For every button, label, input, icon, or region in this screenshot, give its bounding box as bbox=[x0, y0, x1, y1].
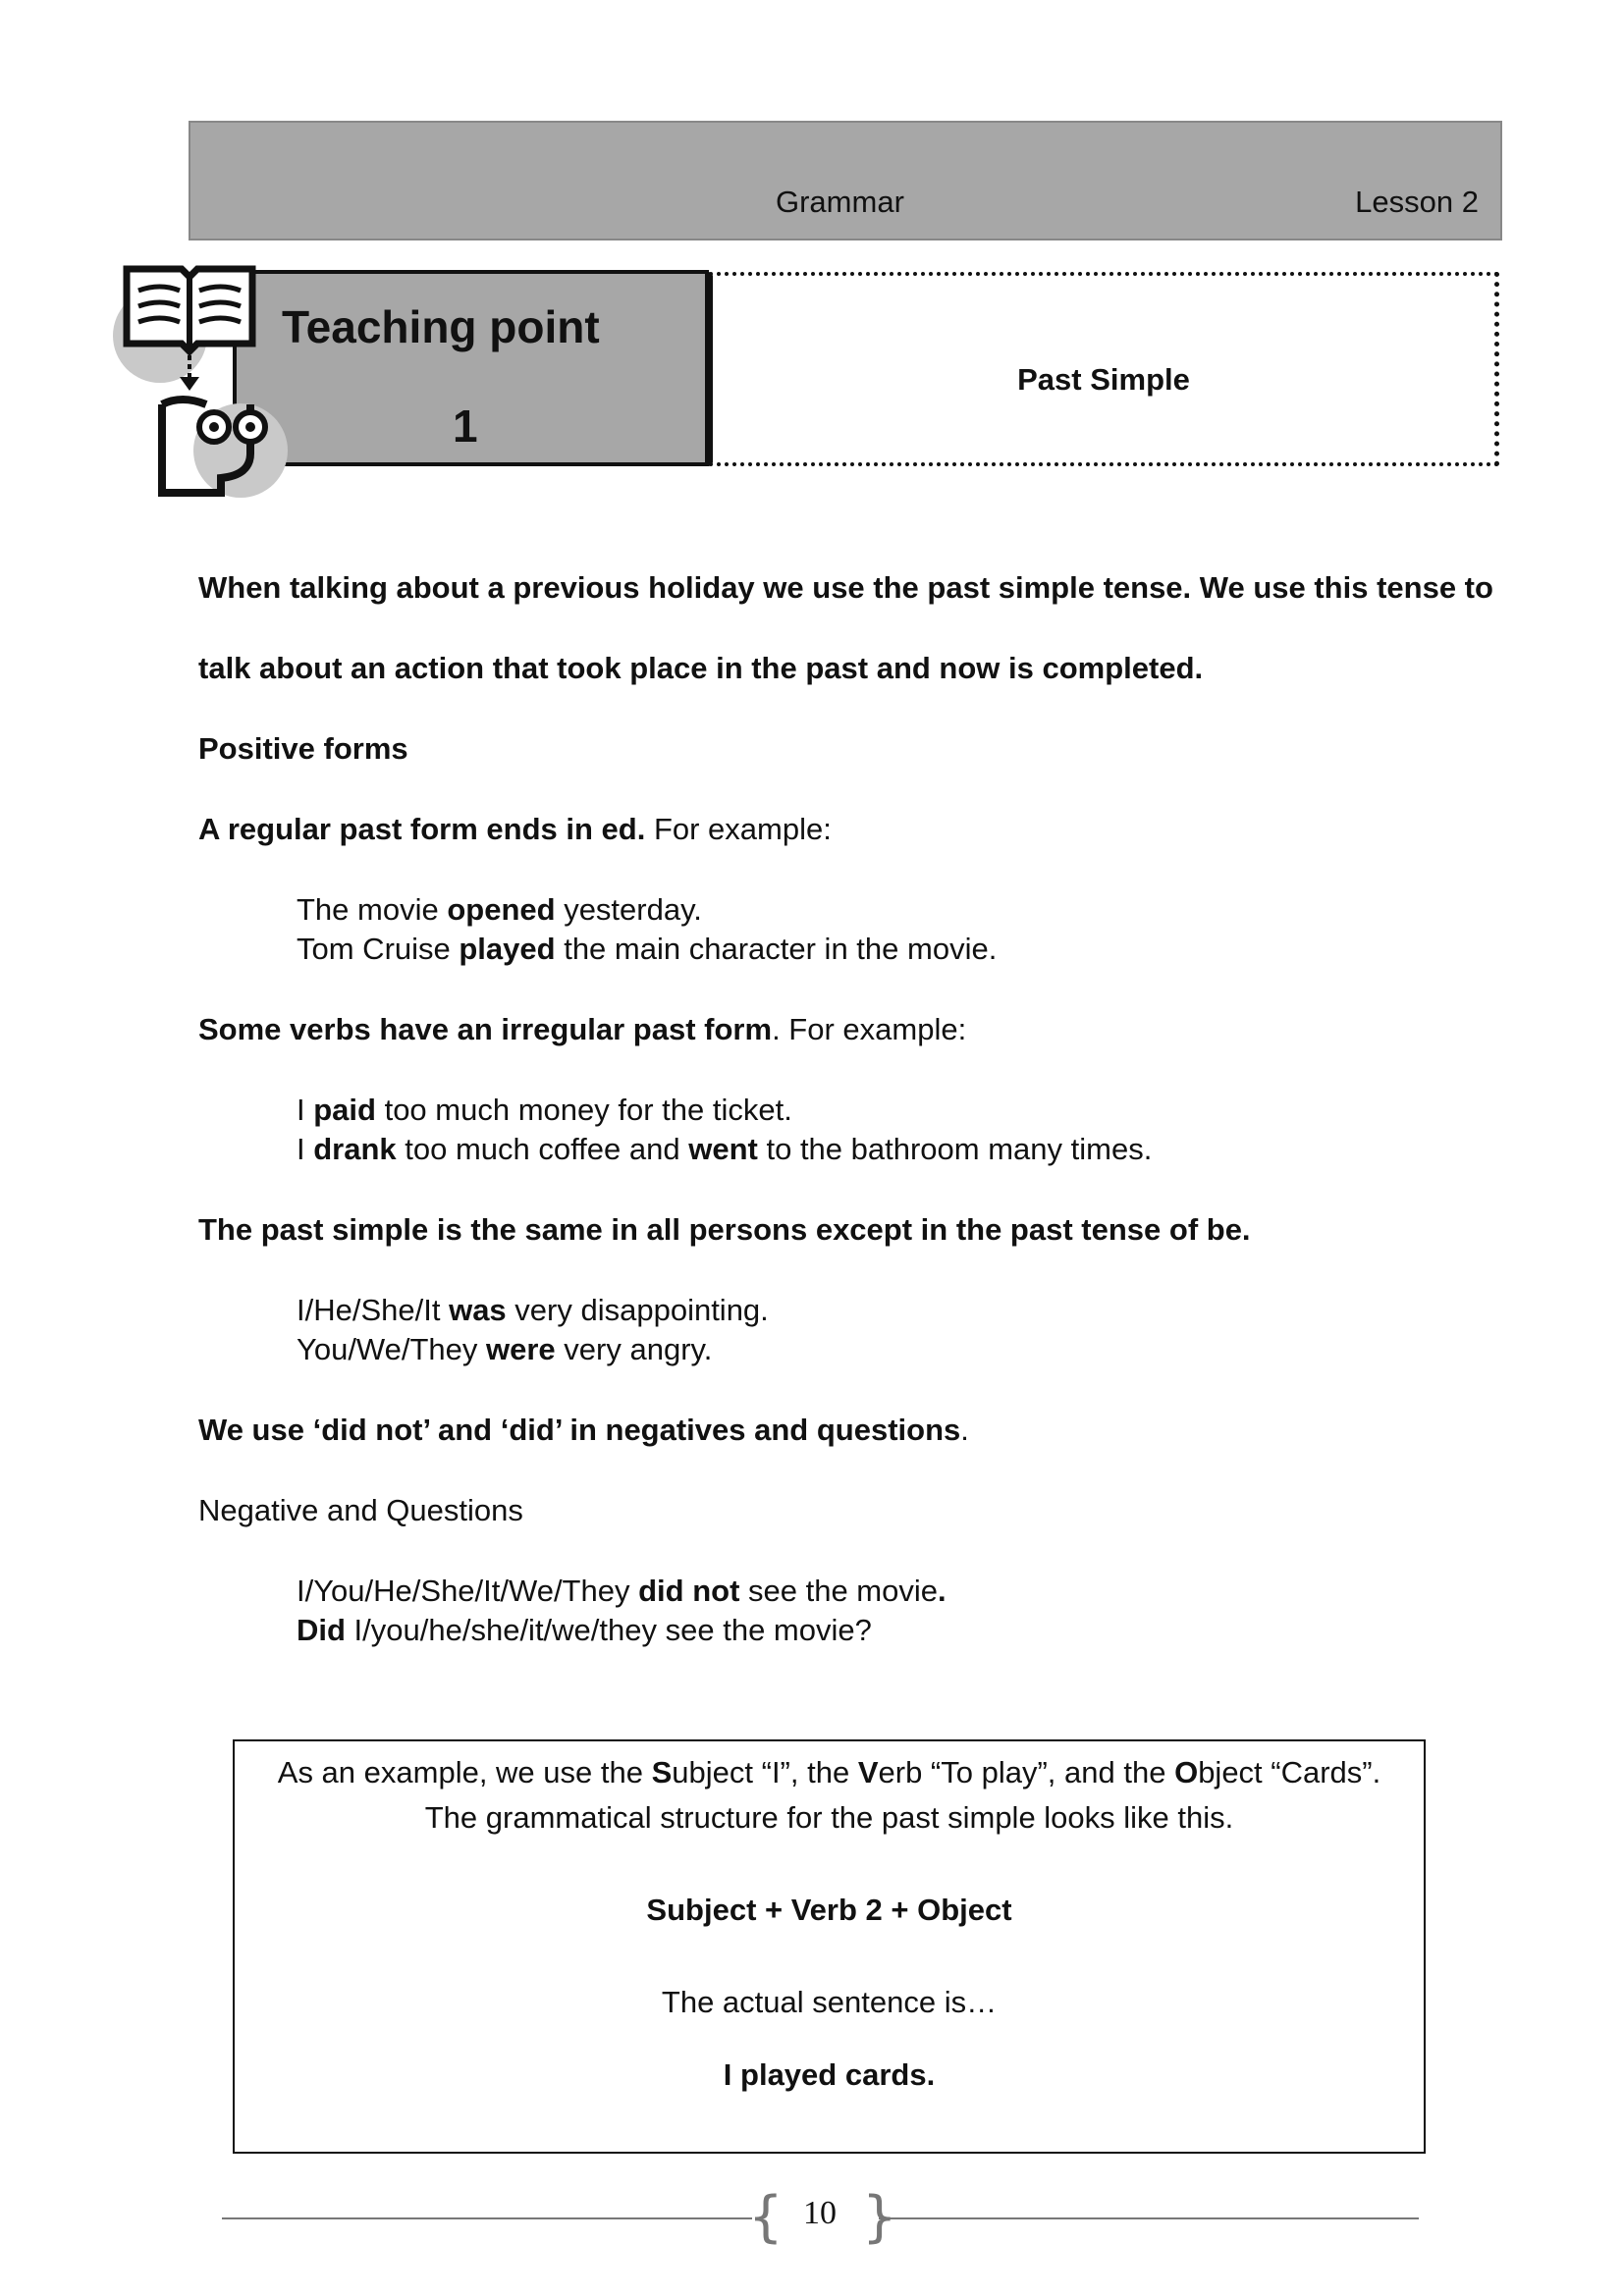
example-text: too much money for the ticket. bbox=[375, 1093, 792, 1127]
example-box-line-1 bbox=[235, 1755, 1424, 1790]
irregular-rule-bold: Some verbs have an irregular past form bbox=[198, 1012, 773, 1046]
intro-line-2: talk about an action that took place in the past and now is completed. bbox=[198, 651, 1204, 685]
example-verb: went bbox=[688, 1132, 758, 1166]
example-verb: did not bbox=[638, 1574, 740, 1608]
did-rule-rest: . bbox=[960, 1413, 969, 1447]
example-verb: were bbox=[486, 1332, 556, 1366]
irregular-rule-rest: . For example: bbox=[772, 1012, 967, 1046]
footer-rule-left bbox=[222, 2217, 752, 2219]
example-verb: played bbox=[459, 932, 556, 966]
example-line bbox=[297, 1092, 792, 1128]
example-text: I bbox=[297, 1132, 314, 1166]
example-box-text: bject “Cards”. bbox=[1198, 1755, 1381, 1789]
example-text: . bbox=[938, 1574, 947, 1608]
example-text: very disappointing. bbox=[506, 1293, 769, 1327]
left-brace-icon: { bbox=[748, 2185, 784, 2249]
subject-initial: S bbox=[651, 1755, 673, 1789]
example-text: The movie bbox=[297, 892, 448, 927]
example-verb: was bbox=[449, 1293, 507, 1327]
example-text: Tom Cruise bbox=[297, 932, 460, 966]
example-verb: opened bbox=[447, 892, 556, 927]
example-box-line-2: The grammatical structure for the past simple looks like this. bbox=[424, 1800, 1234, 1835]
header-lesson: Lesson 2 bbox=[1355, 185, 1479, 219]
example-line bbox=[297, 1331, 712, 1367]
example-text: the main character in the movie. bbox=[555, 932, 998, 966]
example-box-text: As an example, we use the bbox=[277, 1755, 652, 1789]
teaching-point-number: 1 bbox=[453, 400, 478, 452]
example-verb: drank bbox=[313, 1132, 397, 1166]
structure-formula: Subject + Verb 2 + Object bbox=[646, 1893, 1012, 1927]
example-text: very angry. bbox=[555, 1332, 713, 1366]
example-line bbox=[297, 931, 997, 967]
example-line bbox=[297, 1292, 769, 1328]
topic-box bbox=[709, 272, 1499, 466]
example-verb: paid bbox=[313, 1093, 376, 1127]
example-verb: Did bbox=[297, 1613, 346, 1647]
example-box-text: erb “To play”, and the bbox=[878, 1755, 1175, 1789]
did-rule-bold: We use ‘did not’ and ‘did’ in negatives and questions bbox=[198, 1413, 961, 1447]
positive-forms-heading: Positive forms bbox=[198, 731, 408, 766]
teaching-point-box bbox=[233, 270, 709, 466]
regular-rule bbox=[198, 811, 832, 847]
example-text: see the movie bbox=[739, 1574, 938, 1608]
example-text: too much coffee and bbox=[396, 1132, 689, 1166]
actual-sentence: I played cards. bbox=[723, 2057, 936, 2092]
header-bar bbox=[189, 121, 1502, 240]
example-text: I/You/He/She/It/We/They bbox=[297, 1574, 639, 1608]
topic-title: Past Simple bbox=[1017, 362, 1190, 397]
example-box bbox=[233, 1739, 1426, 2154]
example-text: I bbox=[297, 1093, 314, 1127]
example-line bbox=[297, 1573, 947, 1609]
did-rule bbox=[198, 1412, 969, 1448]
page-number: 10 bbox=[803, 2195, 837, 2231]
example-line bbox=[297, 891, 702, 928]
header-subject: Grammar bbox=[776, 185, 904, 219]
actual-sentence-label: The actual sentence is… bbox=[661, 1985, 998, 2019]
example-text: I/He/She/It bbox=[297, 1293, 450, 1327]
example-text: yesterday. bbox=[555, 892, 702, 927]
teaching-point-title: Teaching point bbox=[282, 301, 600, 352]
intro-line-1: When talking about a previous holiday we use the past simple tense. We use this tense to bbox=[198, 570, 1493, 605]
verb-initial: V bbox=[857, 1755, 879, 1789]
right-brace-icon: } bbox=[862, 2185, 897, 2249]
example-line bbox=[297, 1612, 872, 1648]
example-line bbox=[297, 1131, 1152, 1167]
example-text: I/you/he/she/it/we/they see the movie? bbox=[345, 1613, 872, 1647]
negative-questions-heading: Negative and Questions bbox=[198, 1493, 523, 1527]
object-initial: O bbox=[1174, 1755, 1199, 1789]
irregular-rule bbox=[198, 1011, 966, 1047]
regular-rule-bold: A regular past form ends in ed. bbox=[198, 812, 646, 846]
be-rule: The past simple is the same in all persons except in the past tense of be. bbox=[198, 1212, 1251, 1247]
example-text: You/We/They bbox=[297, 1332, 487, 1366]
book-reader-icon bbox=[113, 257, 299, 514]
example-box-text: ubject “I”, the bbox=[672, 1755, 858, 1789]
regular-rule-rest: For example: bbox=[645, 812, 832, 846]
footer-rule-right bbox=[879, 2217, 1419, 2219]
example-text: to the bathroom many times. bbox=[757, 1132, 1153, 1166]
